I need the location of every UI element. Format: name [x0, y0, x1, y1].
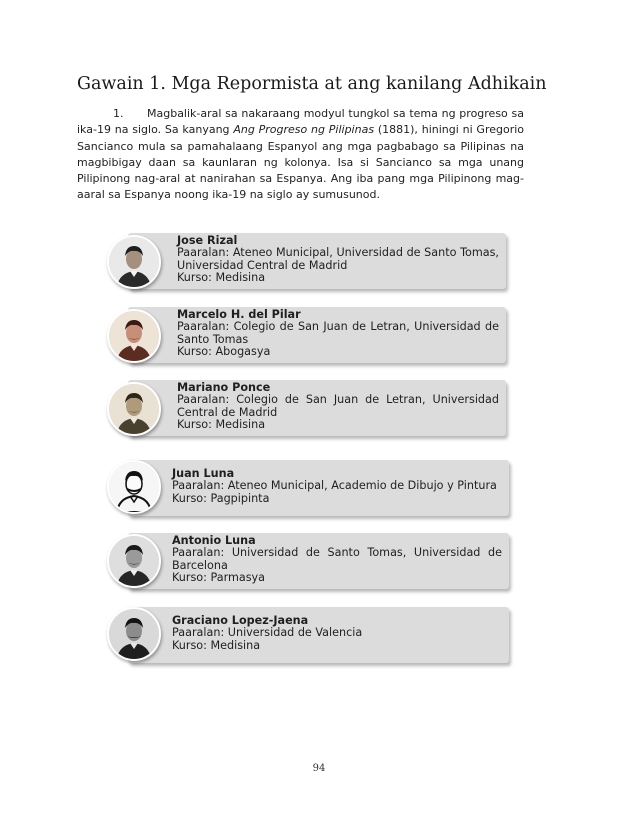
book-title: Ang Progreso ng Pilipinas — [233, 123, 375, 137]
reformist-school: Paaralan: Universidad de Valencia — [172, 626, 363, 640]
reformist-name: Graciano Lopez-Jaena — [172, 614, 309, 627]
reformist-card-antonio-luna — [128, 533, 509, 589]
antonio-luna-portrait-icon — [107, 534, 161, 588]
graciano-lopez-jaena-portrait-icon — [107, 607, 161, 661]
reformist-school: Paaralan: Colegio de San Juan de Letran, Universidad de Santo Tomas — [177, 320, 499, 346]
page-title: Gawain 1. Mga Repormista at ang kanilang Adhikain — [77, 74, 547, 94]
reformist-name: Mariano Ponce — [177, 381, 271, 394]
reformist-name: Juan Luna — [172, 467, 235, 480]
reformist-course: Kurso: Medisina — [177, 271, 266, 285]
reformist-course: Kurso: Medisina — [177, 418, 266, 432]
reformist-card-graciano-lopez-jaena — [128, 607, 509, 663]
reformist-name: Jose Rizal — [177, 234, 238, 247]
reformist-info — [172, 468, 502, 505]
reformist-name: Antonio Luna — [172, 534, 256, 547]
reformist-info — [177, 309, 499, 359]
reformist-card-juan-luna — [128, 460, 509, 516]
intro-paragraph — [77, 106, 524, 204]
reformist-info — [177, 235, 499, 285]
marcelo-del-pilar-portrait-icon — [107, 309, 161, 363]
reformist-school: Paaralan: Ateneo Municipal, Universidad de Santo Tomas, Universidad Central de Madrid — [177, 246, 499, 272]
reformist-card-mariano-ponce — [128, 380, 506, 436]
reformist-card-jose-rizal — [128, 233, 506, 289]
intro-text-end: (1881), hiningi ni Gregorio Sancianco mula sa pamahalaang Espanyol ang mga pagbabago sa Pilipinas na magbibigay daan sa kaunlaran ng kolonya. Isa si Sancianco sa mga unang Pilipinong nag-aral at nanirahan sa Espanya. Ang iba pang mga Pilipinong mag-aaral sa Espanya noong ika-19 na siglo ay sumusunod. — [77, 123, 525, 202]
reformist-info — [172, 535, 502, 585]
reformist-course: Kurso: Pagpipinta — [172, 491, 270, 505]
reformist-info — [177, 382, 499, 432]
reformist-info — [172, 615, 502, 652]
reformist-school: Paaralan: Colegio de San Juan de Letran, Universidad Central de Madrid — [177, 393, 499, 419]
page-number: 94 — [312, 763, 326, 774]
juan-luna-portrait-icon — [107, 460, 161, 514]
mariano-ponce-portrait-icon — [107, 382, 161, 436]
reformist-course: Kurso: Parmasya — [172, 571, 266, 585]
reformist-school: Paaralan: Ateneo Municipal, Academio de Dibujo y Pintura — [172, 479, 497, 493]
reformist-course: Kurso: Abogasya — [177, 345, 271, 359]
reformist-card-marcelo-del-pilar — [128, 307, 506, 363]
jose-rizal-portrait-icon — [107, 235, 161, 289]
intro-text-start: Magbalik-aral sa nakaraang modyul tungkol sa tema ng progreso sa ika-19 na siglo. Sa kanyang — [77, 107, 524, 137]
item-number: 1. — [113, 107, 124, 120]
reformist-name: Marcelo H. del Pilar — [177, 308, 301, 321]
reformist-school: Paaralan: Universidad de Santo Tomas, Universidad de Barcelona — [172, 546, 502, 572]
reformist-course: Kurso: Medisina — [172, 638, 261, 652]
